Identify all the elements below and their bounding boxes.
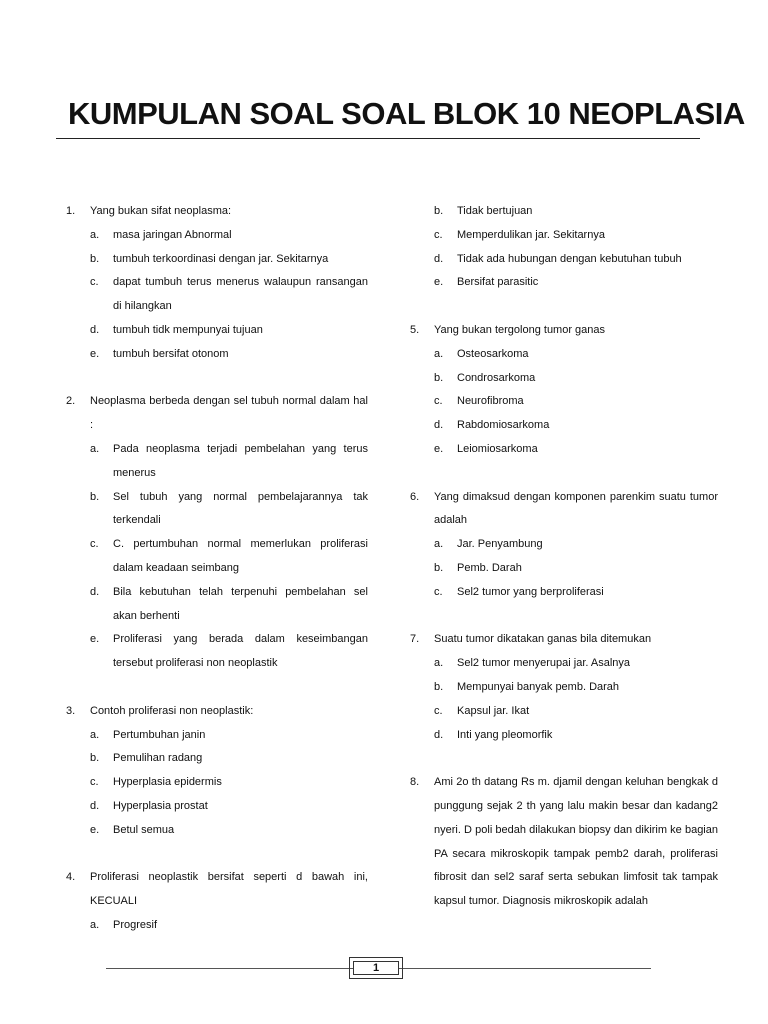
option-letter: b. bbox=[90, 490, 100, 503]
option-text: Rabdomiosarkoma bbox=[457, 419, 550, 432]
option-letter: d. bbox=[90, 799, 100, 812]
option-text: Mempunyai banyak pemb. Darah bbox=[457, 680, 620, 693]
option-text: dapat tumbuh terus menerus walaupun ransangan di hilangkan bbox=[113, 276, 368, 313]
option-letter: a. bbox=[434, 657, 444, 670]
option-text: tumbuh tidk mempunyai tujuan bbox=[113, 323, 263, 336]
option-letter: c. bbox=[434, 395, 443, 408]
option-letter: c. bbox=[90, 776, 99, 789]
option-letter: d. bbox=[434, 419, 444, 432]
option-text: masa jaringan Abnormal bbox=[113, 228, 232, 241]
question-7 bbox=[410, 628, 718, 652]
option-letter: a. bbox=[434, 347, 444, 360]
question-number: 5. bbox=[410, 323, 420, 336]
option bbox=[434, 438, 718, 462]
option bbox=[90, 533, 368, 581]
option-text: Sel tubuh yang normal pembelajarannya tak terkendali bbox=[113, 490, 368, 527]
option-letter: b. bbox=[90, 252, 100, 265]
page-number-box bbox=[349, 957, 403, 979]
option bbox=[90, 319, 368, 343]
option bbox=[434, 581, 718, 605]
spacer bbox=[410, 605, 718, 629]
option-text: Kapsul jar. Ikat bbox=[457, 704, 530, 717]
option-text: Sel2 tumor menyerupai jar. Asalnya bbox=[457, 657, 631, 670]
question-text: Yang dimaksud dengan komponen parenkim suatu tumor adalah bbox=[434, 490, 718, 527]
option bbox=[90, 438, 368, 486]
option bbox=[434, 724, 718, 748]
option bbox=[90, 581, 368, 629]
option bbox=[434, 343, 718, 367]
option-text: Bila kebutuhan telah terpenuhi pembelahan sel akan berhenti bbox=[113, 585, 368, 622]
option bbox=[434, 367, 718, 391]
option-text: Sel2 tumor yang berproliferasi bbox=[457, 585, 604, 598]
option-letter: a. bbox=[90, 228, 100, 241]
option-letter: e. bbox=[90, 823, 100, 836]
option bbox=[434, 652, 718, 676]
option bbox=[90, 795, 368, 819]
option-letter: d. bbox=[434, 728, 444, 741]
option bbox=[90, 914, 368, 938]
question-5 bbox=[410, 319, 718, 343]
option-letter: d. bbox=[90, 323, 100, 336]
option-text: tumbuh bersifat otonom bbox=[113, 347, 229, 360]
option-letter: b. bbox=[90, 752, 100, 765]
question-8 bbox=[410, 771, 718, 914]
left-column bbox=[66, 200, 368, 938]
question-number: 8. bbox=[410, 776, 420, 789]
option-letter: b. bbox=[434, 680, 444, 693]
option bbox=[90, 343, 368, 367]
option-letter: e. bbox=[434, 442, 444, 455]
option bbox=[90, 248, 368, 272]
option-text: Hyperplasia epidermis bbox=[113, 776, 222, 789]
spacer bbox=[66, 843, 368, 867]
option-text: tumbuh terkoordinasi dengan jar. Sekitarnya bbox=[113, 252, 329, 265]
question-text: Contoh proliferasi non neoplastik: bbox=[90, 704, 254, 717]
option-text: Pemb. Darah bbox=[457, 561, 522, 574]
option bbox=[90, 819, 368, 843]
option-letter: c. bbox=[90, 538, 99, 551]
option bbox=[90, 486, 368, 534]
question-number: 3. bbox=[66, 704, 76, 717]
spacer bbox=[66, 676, 368, 700]
page-number: 1 bbox=[353, 961, 399, 975]
question-text: Suatu tumor dikatakan ganas bila ditemukan bbox=[434, 633, 652, 646]
option-text: C. pertumbuhan normal memerlukan proliferasi dalam keadaan seimbang bbox=[113, 538, 368, 574]
option-text: Jar. Penyambung bbox=[457, 538, 543, 551]
question-text: Neoplasma berbeda dengan sel tubuh normal dalam hal : bbox=[90, 395, 368, 432]
option-text: Condrosarkoma bbox=[457, 371, 536, 384]
question-1 bbox=[66, 200, 368, 224]
option-letter: b. bbox=[434, 371, 444, 384]
option-text: Neurofibroma bbox=[457, 395, 524, 408]
question-number: 4. bbox=[66, 871, 76, 884]
option-letter: a. bbox=[90, 728, 100, 741]
option bbox=[90, 747, 368, 771]
option bbox=[90, 771, 368, 795]
option-text: Tidak ada hubungan dengan kebutuhan tubuh bbox=[457, 252, 682, 265]
option bbox=[434, 557, 718, 581]
question-number: 7. bbox=[410, 633, 420, 646]
question-4 bbox=[66, 866, 368, 914]
question-number: 1. bbox=[66, 205, 76, 217]
question-6 bbox=[410, 486, 718, 534]
spacer bbox=[410, 462, 718, 486]
option-text: Leiomiosarkoma bbox=[457, 442, 538, 455]
option-text: Pemulihan radang bbox=[113, 752, 203, 765]
option-text: Tidak bertujuan bbox=[457, 205, 533, 217]
right-column bbox=[410, 200, 718, 914]
option-letter: b. bbox=[434, 561, 444, 574]
option-letter: a. bbox=[434, 538, 444, 551]
option-letter: a. bbox=[90, 918, 100, 931]
question-text: Yang bukan sifat neoplasma: bbox=[90, 205, 232, 217]
option-letter: a. bbox=[90, 442, 100, 455]
spacer bbox=[410, 747, 718, 771]
option bbox=[90, 271, 368, 319]
option bbox=[434, 533, 718, 557]
option-letter: e. bbox=[434, 276, 444, 289]
option bbox=[434, 390, 718, 414]
option-letter: b. bbox=[434, 205, 444, 217]
option bbox=[434, 200, 718, 224]
option bbox=[434, 248, 718, 272]
question-text: Yang bukan tergolong tumor ganas bbox=[434, 323, 606, 336]
question-text: Ami 2o th datang Rs m. djamil dengan keluhan bengkak d punggung sejak 2 th yang lalu makin besar dan kadang2 nyeri. D poli bedah dilakukan biopsy dan dikirim ke bagian PA secara mikroskopik tampak pemb2 darah, proliferasi fibrosit dan sel2 saraf serta sebukan limfosit tak tampak kapsul tumor. Diagnosis mikroskopik adalah bbox=[434, 776, 718, 908]
question-number: 6. bbox=[410, 490, 420, 503]
option-letter: d. bbox=[434, 252, 444, 265]
option-letter: c. bbox=[434, 228, 443, 241]
option-text: Inti yang pleomorfik bbox=[457, 728, 553, 741]
option-text: Pada neoplasma terjadi pembelahan yang terus menerus bbox=[113, 442, 368, 479]
question-text: Proliferasi neoplastik bersifat seperti d bawah ini, KECUALI bbox=[90, 871, 368, 908]
option bbox=[90, 628, 368, 676]
question-3 bbox=[66, 700, 368, 724]
option-text: Bersifat parasitic bbox=[457, 276, 539, 289]
option bbox=[90, 724, 368, 748]
option bbox=[434, 676, 718, 700]
option-text: Betul semua bbox=[113, 823, 175, 836]
option-text: Memperdulikan jar. Sekitarnya bbox=[457, 228, 605, 241]
option-letter: e. bbox=[90, 347, 100, 360]
spacer bbox=[66, 367, 368, 391]
option-text: Osteosarkoma bbox=[457, 347, 529, 360]
option-letter: c. bbox=[90, 276, 99, 289]
option-letter: e. bbox=[90, 633, 100, 646]
option bbox=[90, 224, 368, 248]
option bbox=[434, 414, 718, 438]
option-text: Progresif bbox=[113, 918, 158, 931]
option-letter: d. bbox=[90, 585, 100, 598]
spacer bbox=[410, 295, 718, 319]
option-text: Hyperplasia prostat bbox=[113, 799, 208, 812]
question-number: 2. bbox=[66, 395, 76, 408]
option bbox=[434, 224, 718, 248]
option-text: Proliferasi yang berada dalam keseimbangan tersebut proliferasi non neoplastik bbox=[113, 633, 368, 670]
option bbox=[434, 700, 718, 724]
title-underline bbox=[56, 138, 700, 139]
question-2 bbox=[66, 390, 368, 438]
option-letter: c. bbox=[434, 585, 443, 598]
option-text: Pertumbuhan janin bbox=[113, 728, 206, 741]
document-title: KUMPULAN SOAL SOAL BLOK 10 NEOPLASIA bbox=[68, 96, 745, 131]
option bbox=[434, 271, 718, 295]
option-letter: c. bbox=[434, 704, 443, 717]
